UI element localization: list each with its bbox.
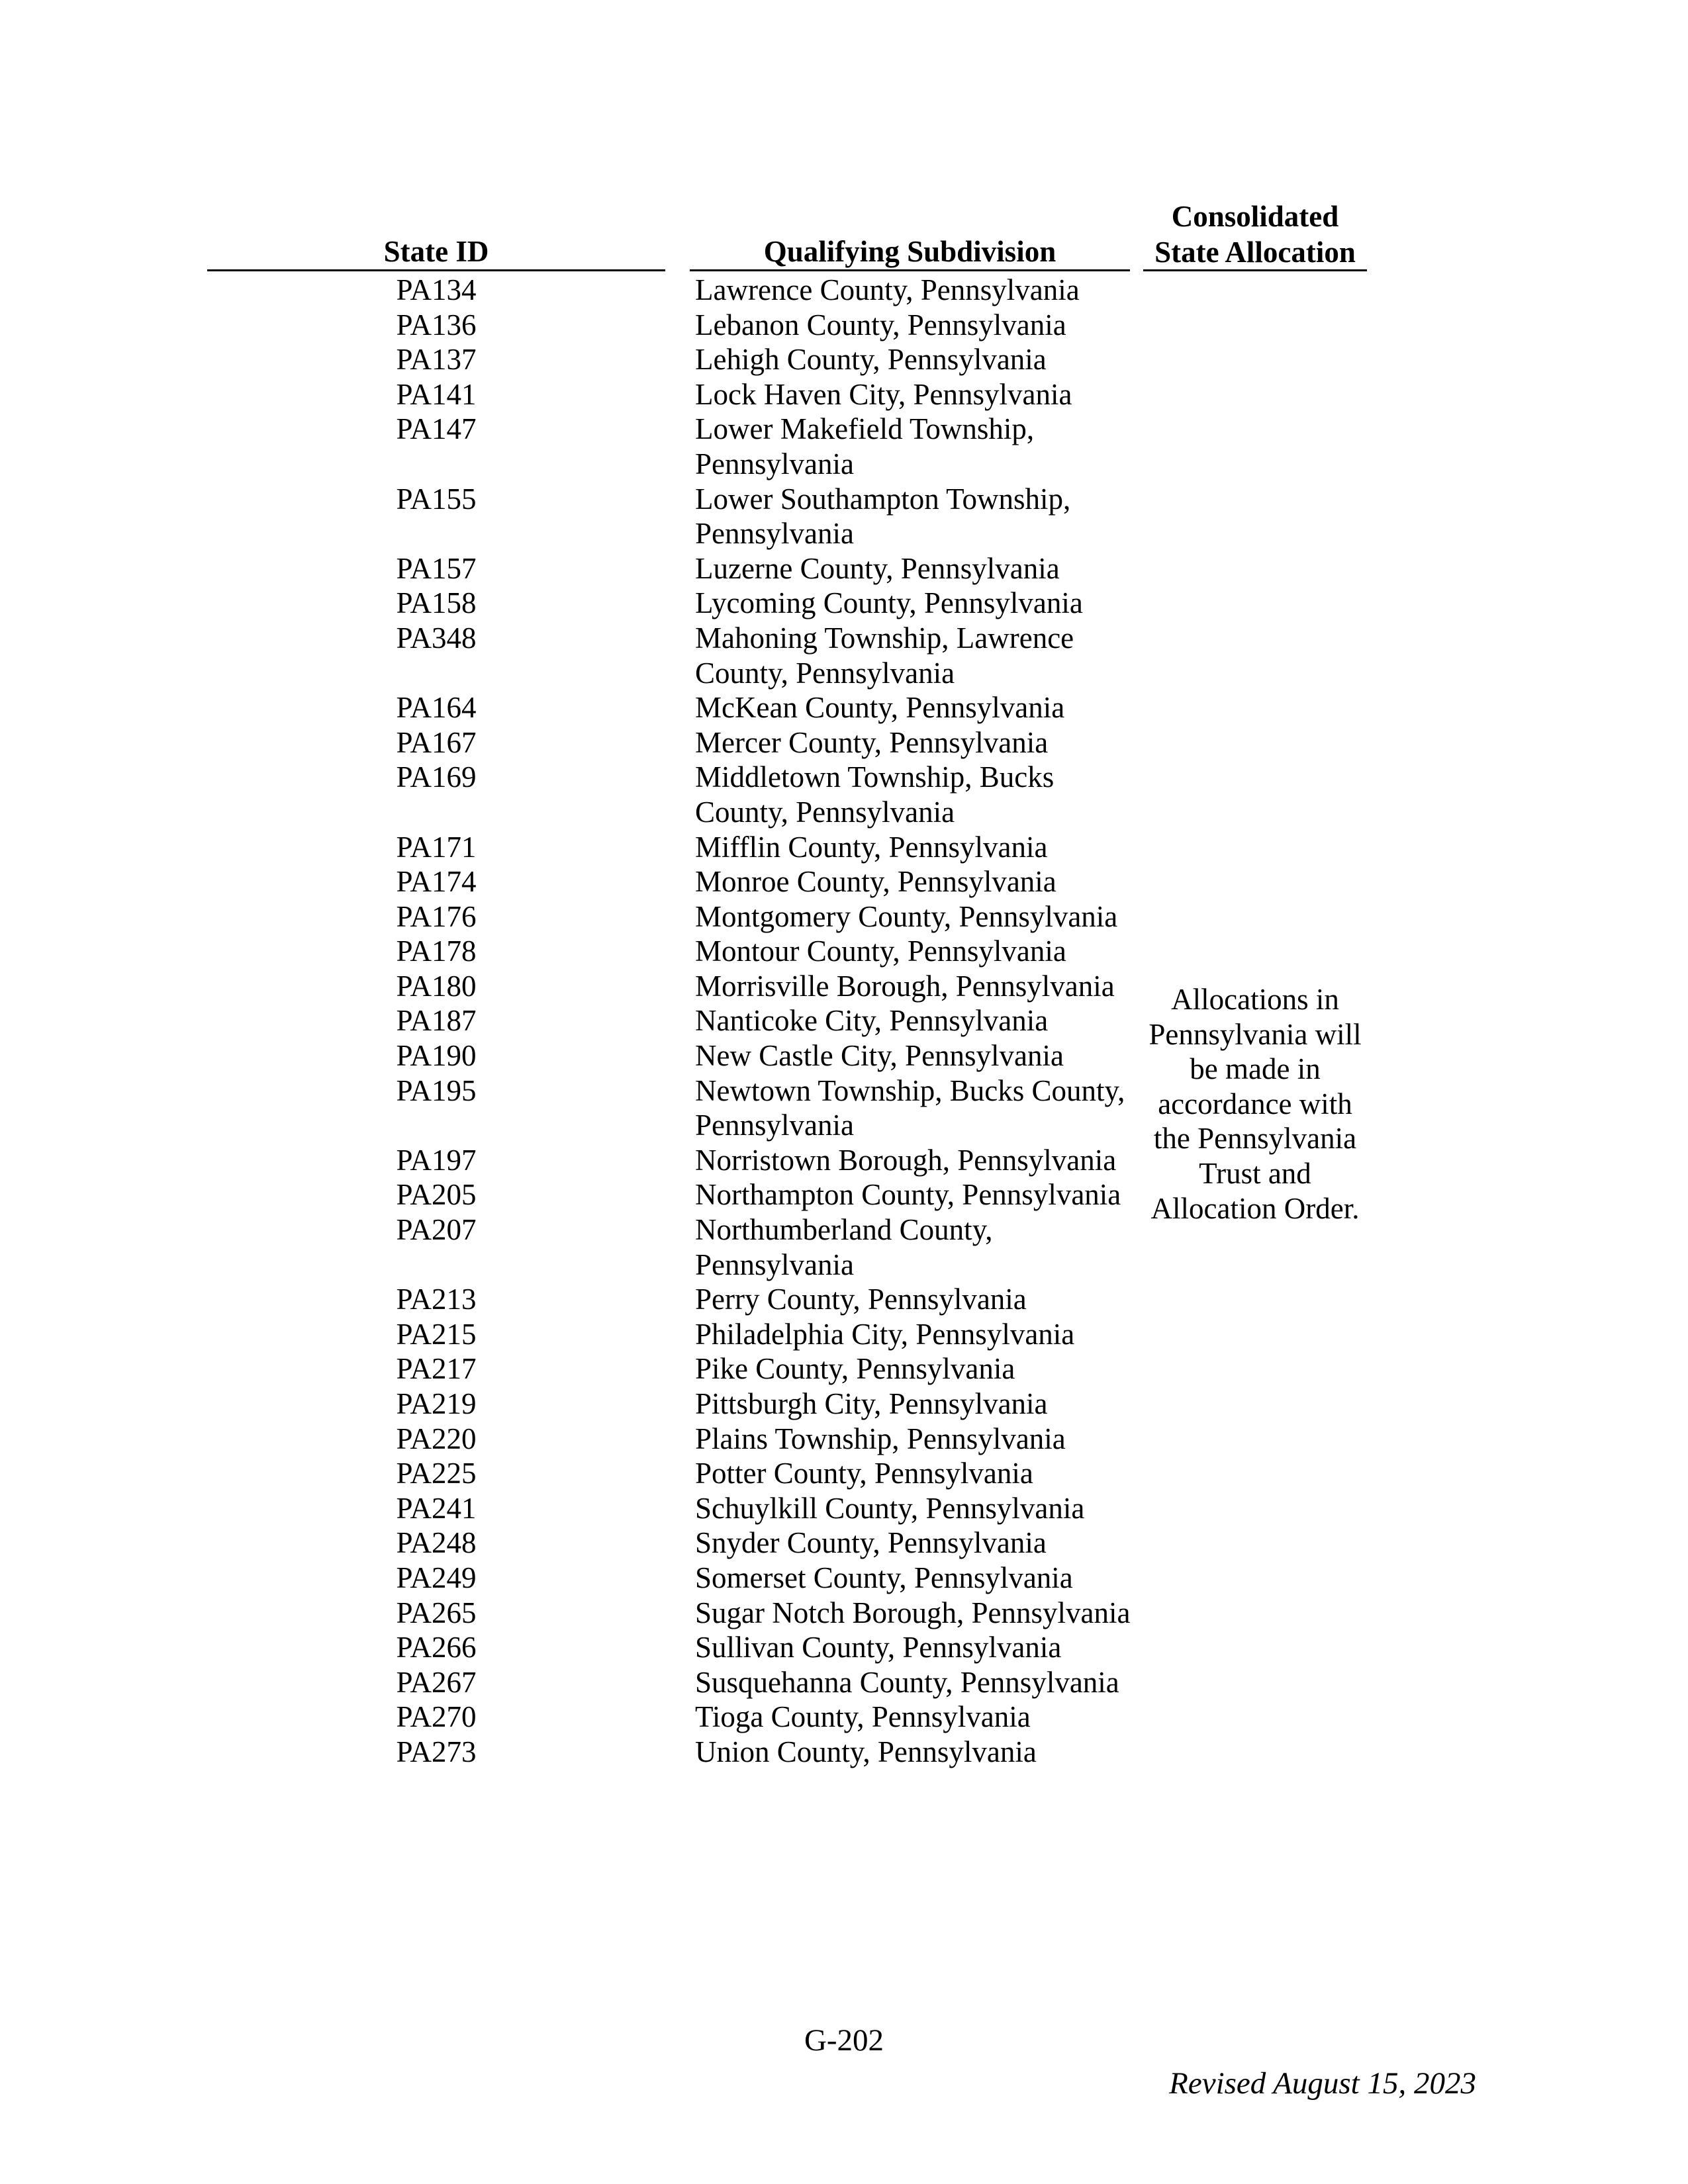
header-state-id: State ID (383, 235, 489, 268)
state-id-cell: PA195 (396, 1073, 477, 1107)
state-id-cell: PA267 (396, 1665, 477, 1699)
state-id-cell: PA174 (396, 865, 477, 899)
header-qualifying-subdivision: Qualifying Subdivision (763, 235, 1056, 268)
subdivision-cell: Lock Haven City, Pennsylvania (695, 377, 1072, 411)
subdivision-cell: Plains Township, Pennsylvania (695, 1422, 1066, 1455)
state-id-cell: PA176 (396, 899, 477, 933)
subdivision-cell: Schuylkill County, Pennsylvania (695, 1491, 1085, 1525)
revision-date: Revised August 15, 2023 (1169, 2066, 1476, 2101)
table-row (0, 1351, 1688, 1387)
subdivision-cell: Newtown Township, Bucks County, Pennsylvania (695, 1073, 1125, 1142)
state-id-cell: PA171 (396, 830, 477, 864)
header-consolidated-state-allocation: Consolidated State Allocation (1154, 200, 1356, 269)
header-underline-state-id (207, 269, 665, 271)
subdivision-cell: Philadelphia City, Pennsylvania (695, 1317, 1075, 1351)
subdivision-cell: Somerset County, Pennsylvania (695, 1561, 1073, 1594)
subdivision-cell: Norristown Borough, Pennsylvania (695, 1143, 1117, 1177)
table-row (0, 1456, 1688, 1491)
table-row (0, 1143, 1688, 1178)
subdivision-cell: Montour County, Pennsylvania (695, 934, 1066, 968)
table-row (0, 551, 1688, 586)
table-row (0, 690, 1688, 725)
subdivision-cell: Mifflin County, Pennsylvania (695, 830, 1048, 864)
state-id-cell: PA348 (396, 621, 477, 655)
state-id-cell: PA157 (396, 551, 477, 585)
table-row (0, 1596, 1688, 1631)
subdivision-cell: Pittsburgh City, Pennsylvania (695, 1387, 1048, 1420)
table-row (0, 1735, 1688, 1770)
table-row (0, 1630, 1688, 1665)
state-id-cell: PA141 (396, 377, 477, 411)
state-id-cell: PA180 (396, 969, 477, 1003)
state-id-cell: PA147 (396, 412, 477, 446)
state-id-cell: PA155 (396, 482, 477, 516)
state-id-cell: PA167 (396, 725, 477, 759)
allocation-note: Allocations in Pennsylvania will be made in accordance with the Pennsylvania Trust and Allocation Order. (1149, 983, 1362, 1225)
state-id-cell: PA248 (396, 1526, 477, 1560)
state-id-cell: PA249 (396, 1561, 477, 1594)
subdivision-cell: Lawrence County, Pennsylvania (695, 273, 1080, 306)
subdivision-cell: McKean County, Pennsylvania (695, 691, 1065, 725)
state-id-cell: PA178 (396, 934, 477, 968)
subdivision-cell: Mahoning Township, Lawrence County, Pennsylvania (695, 621, 1074, 690)
table-row (0, 1422, 1688, 1457)
state-id-cell: PA205 (396, 1178, 477, 1212)
table-row (0, 1003, 1688, 1038)
table-row (0, 1177, 1688, 1212)
table-row (0, 1212, 1688, 1282)
table-row (0, 830, 1688, 865)
subdivision-cell: Northampton County, Pennsylvania (695, 1178, 1121, 1212)
table-row (0, 1491, 1688, 1526)
subdivision-cell: Luzerne County, Pennsylvania (695, 551, 1060, 585)
subdivision-cell: Northumberland County, Pennsylvania (695, 1213, 993, 1281)
table-row (0, 1073, 1688, 1143)
table-row (0, 586, 1688, 621)
state-id-cell: PA241 (396, 1491, 477, 1525)
table-row (0, 1317, 1688, 1352)
subdivision-cell: Susquehanna County, Pennsylvania (695, 1665, 1119, 1699)
subdivision-cell: Perry County, Pennsylvania (695, 1283, 1027, 1316)
subdivision-cell: Sugar Notch Borough, Pennsylvania (695, 1596, 1131, 1629)
table-row (0, 1665, 1688, 1700)
subdivision-cell: Sullivan County, Pennsylvania (695, 1631, 1062, 1664)
table-row (0, 934, 1688, 969)
header-underline-allocation (1143, 269, 1367, 271)
subdivision-cell: Nanticoke City, Pennsylvania (695, 1004, 1049, 1038)
table-body (0, 273, 1688, 1770)
subdivision-cell: Middletown Township, Bucks County, Pennsylvania (695, 760, 1055, 829)
state-id-cell: PA270 (396, 1700, 477, 1734)
state-id-cell: PA190 (396, 1039, 477, 1073)
subdivision-cell: Montgomery County, Pennsylvania (695, 899, 1118, 933)
table-row (0, 342, 1688, 377)
subdivision-cell: Mercer County, Pennsylvania (695, 725, 1049, 759)
table-row (0, 760, 1688, 829)
state-id-cell: PA273 (396, 1735, 477, 1768)
state-id-cell: PA197 (396, 1143, 477, 1177)
table-row (0, 1282, 1688, 1317)
subdivision-cell: Pike County, Pennsylvania (695, 1352, 1015, 1386)
table-row (0, 1700, 1688, 1735)
subdivision-cell: New Castle City, Pennsylvania (695, 1039, 1064, 1073)
state-id-cell: PA169 (396, 760, 477, 794)
state-id-cell: PA187 (396, 1004, 477, 1038)
state-id-cell: PA213 (396, 1283, 477, 1316)
state-id-cell: PA266 (396, 1631, 477, 1664)
table-row (0, 1561, 1688, 1596)
subdivision-cell: Lower Makefield Township, Pennsylvania (695, 412, 1035, 480)
subdivision-cell: Morrisville Borough, Pennsylvania (695, 969, 1115, 1003)
state-id-cell: PA164 (396, 691, 477, 725)
subdivision-cell: Union County, Pennsylvania (695, 1735, 1037, 1768)
subdivision-cell: Lebanon County, Pennsylvania (695, 308, 1066, 341)
table-row (0, 864, 1688, 899)
state-id-cell: PA136 (396, 308, 477, 341)
subdivision-cell: Snyder County, Pennsylvania (695, 1526, 1047, 1560)
table-row (0, 273, 1688, 308)
state-id-cell: PA137 (396, 343, 477, 377)
table-row (0, 1387, 1688, 1422)
table-row (0, 1038, 1688, 1073)
subdivision-cell: Potter County, Pennsylvania (695, 1457, 1033, 1490)
state-id-cell: PA215 (396, 1317, 477, 1351)
state-id-cell: PA225 (396, 1457, 477, 1490)
header-underline-subdivision (690, 269, 1130, 271)
state-id-cell: PA219 (396, 1387, 477, 1420)
table-row (0, 308, 1688, 343)
subdivision-cell: Lycoming County, Pennsylvania (695, 586, 1083, 620)
table-row (0, 482, 1688, 551)
subdivision-cell: Lehigh County, Pennsylvania (695, 343, 1047, 377)
table-row (0, 412, 1688, 481)
state-id-cell: PA217 (396, 1352, 477, 1386)
state-id-cell: PA220 (396, 1422, 477, 1455)
state-id-cell: PA265 (396, 1596, 477, 1629)
subdivision-cell: Lower Southampton Township, Pennsylvania (695, 482, 1071, 551)
table-row (0, 377, 1688, 412)
page-number: G-202 (804, 2023, 884, 2058)
state-id-cell: PA158 (396, 586, 477, 620)
table-row (0, 725, 1688, 760)
table-row (0, 969, 1688, 1004)
subdivision-cell: Tioga County, Pennsylvania (695, 1700, 1031, 1734)
table-row (0, 899, 1688, 934)
state-id-cell: PA134 (396, 273, 477, 306)
subdivision-cell: Monroe County, Pennsylvania (695, 865, 1056, 899)
table-row (0, 621, 1688, 690)
table-row (0, 1525, 1688, 1561)
state-id-cell: PA207 (396, 1213, 477, 1247)
